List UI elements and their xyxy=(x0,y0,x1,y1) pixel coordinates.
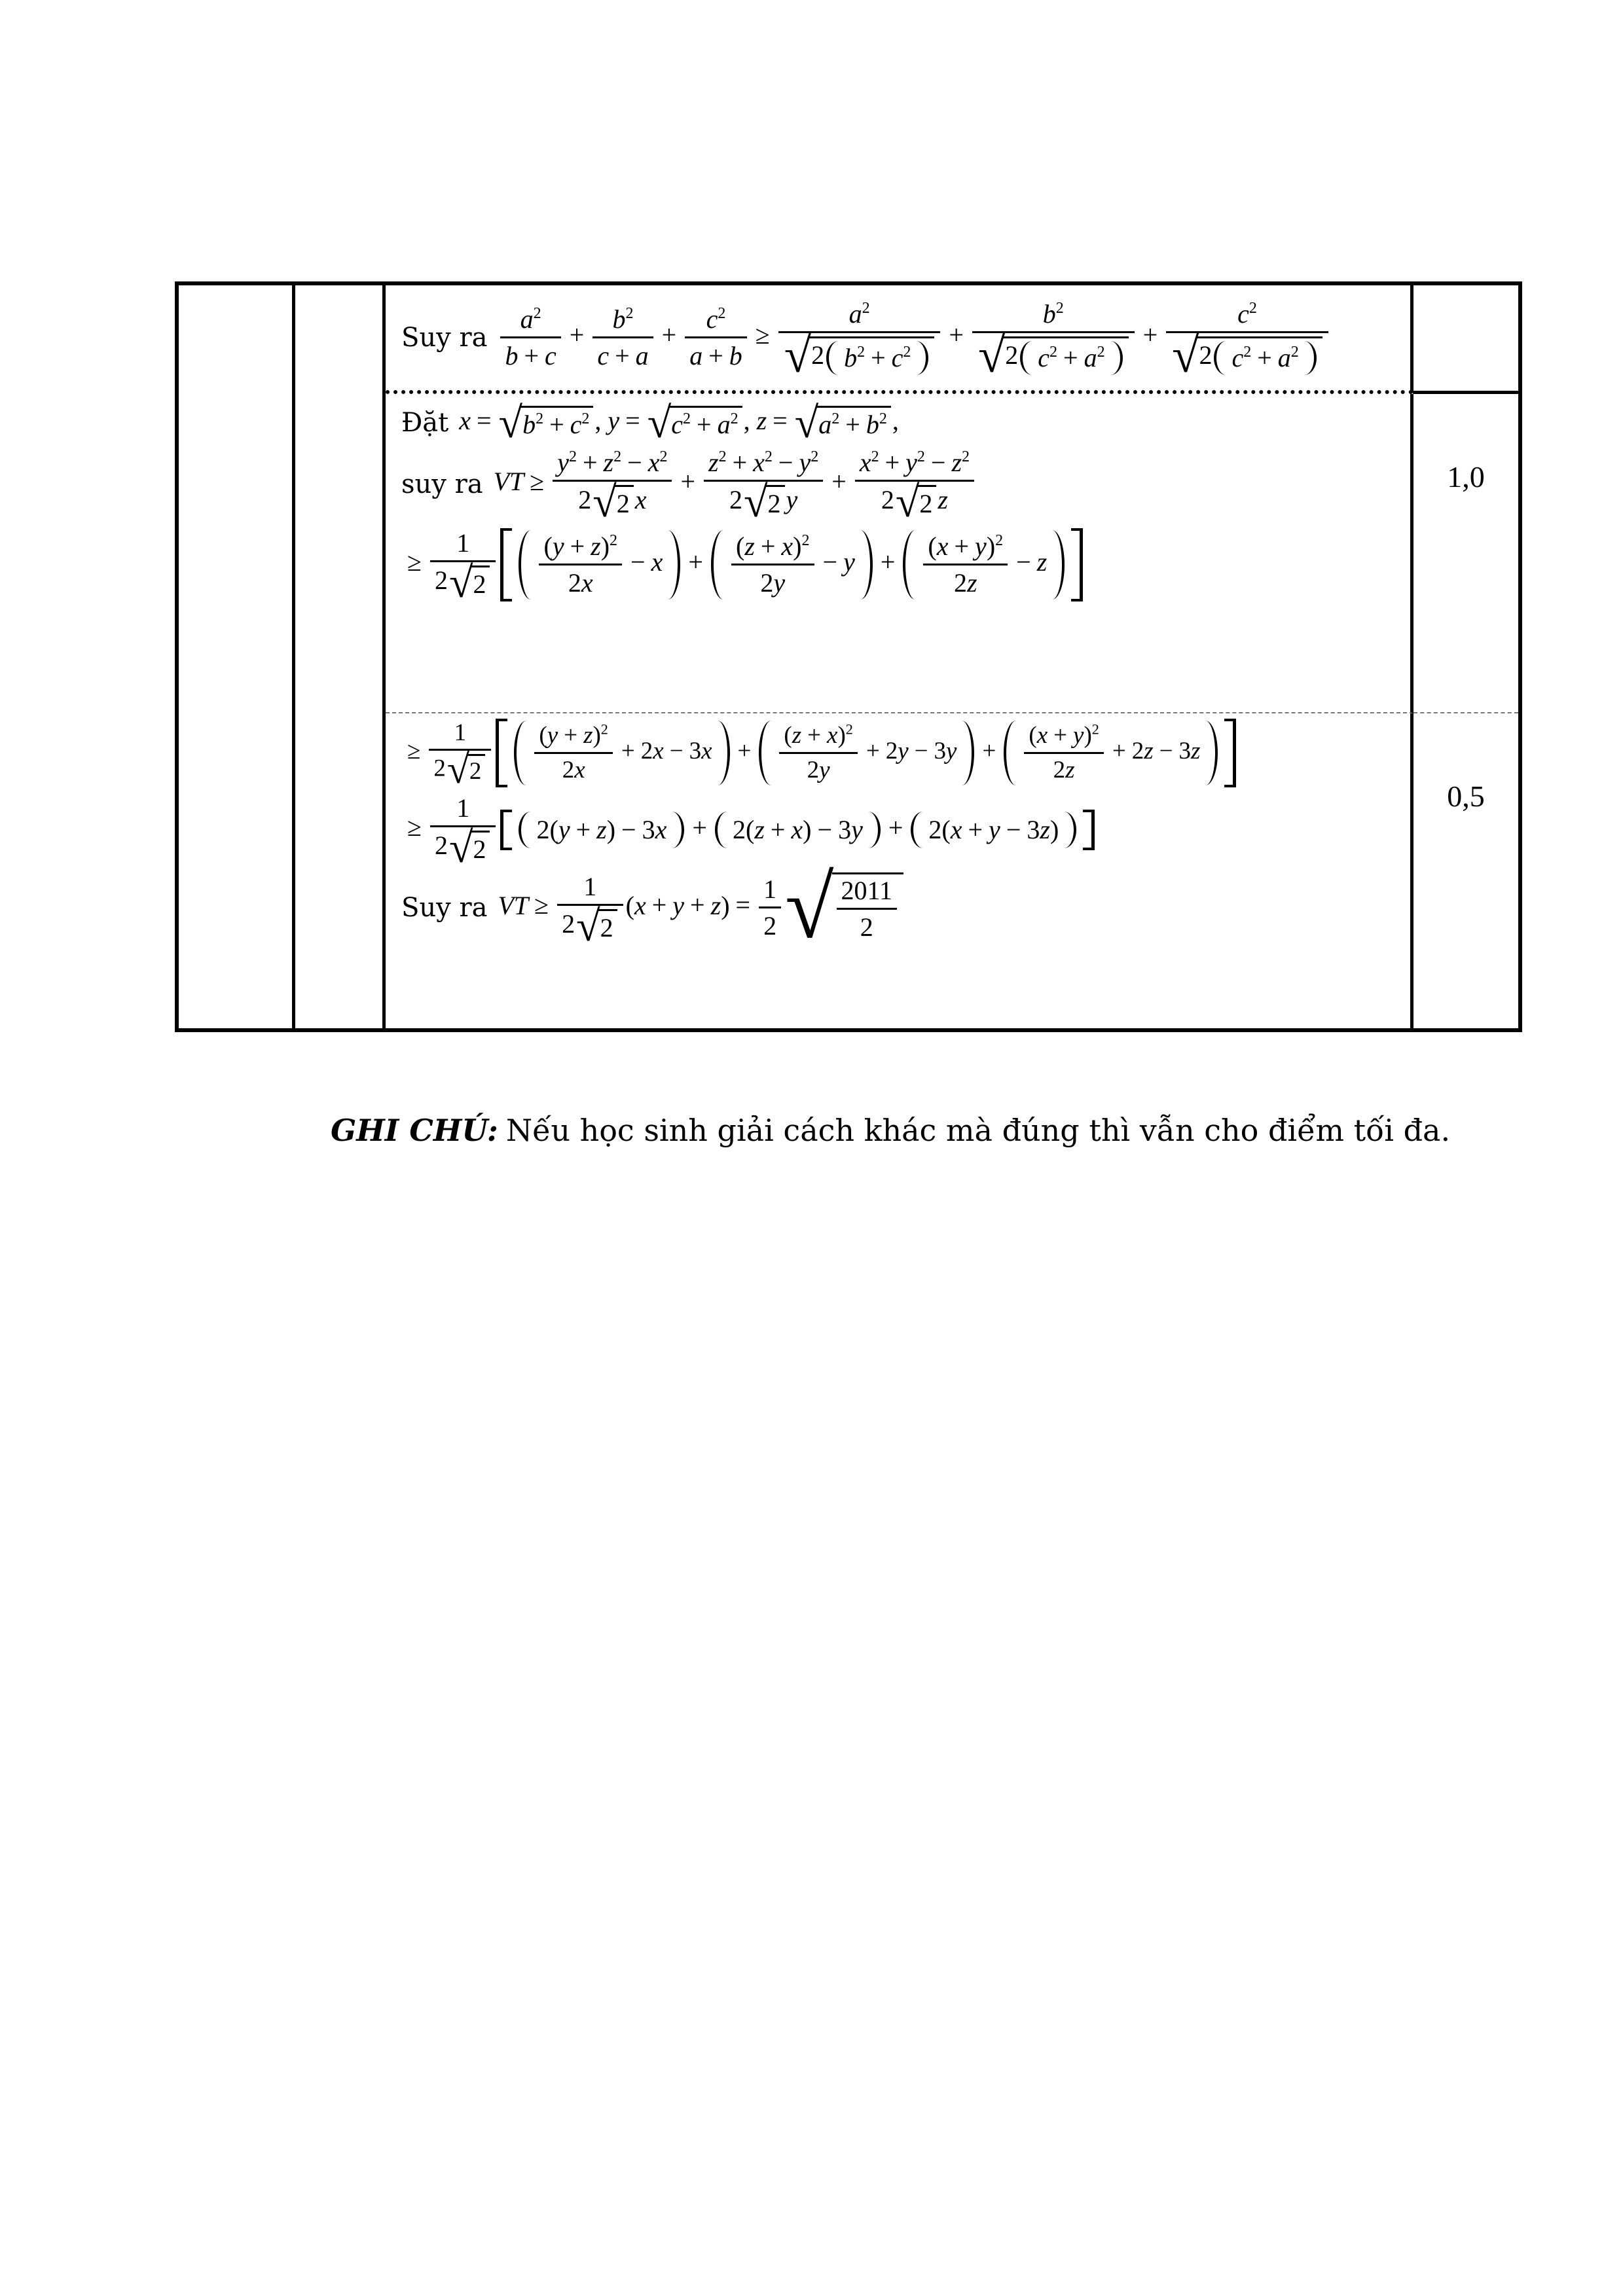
right-paren xyxy=(916,341,928,375)
note-heading: GHI CHÚ: xyxy=(331,1113,498,1148)
math-formula: ≥ 1 2 √ 2 $\frac{(y + z)^2}{2x}$ + 2x − 3x + $\frac{(z + x)^2}{2y}$ + 2y − 3y + $\frac{(x + y)^2}{2z}$ + 2z − 3z xyxy=(401,719,1238,787)
score-cell-step-3 xyxy=(1413,713,1518,1028)
right-paren xyxy=(1064,812,1076,848)
superscript: 2 xyxy=(610,531,618,549)
radical-sign: √ xyxy=(743,478,768,527)
fraction: $b^2$ √ 2 $c^2 + a^2$ xyxy=(972,300,1135,376)
fraction: $\frac{(x + y)^2}{2z}$ xyxy=(1024,723,1104,783)
fraction: $\frac{(z + x)^2}{2y}$ xyxy=(731,532,814,598)
fraction: $\frac{a^2}{b + c}$ xyxy=(500,305,560,370)
square-root: √ 2 xyxy=(896,485,937,520)
fraction: $\frac{2011}{2}$ xyxy=(837,876,898,942)
superscript: 2 xyxy=(600,721,608,738)
superscript: 2 xyxy=(1097,343,1105,361)
right-paren xyxy=(868,812,881,848)
bracketed-group: $\frac{(y + z)^2}{2x}$ − x + $\frac{(z + x)^2}{2y}$ − y + $\frac{(x + y)^2}{2z}$ − z xyxy=(500,528,1083,601)
right-paren xyxy=(860,530,873,600)
radical-sign: √ xyxy=(576,902,600,950)
radical-sign: √ xyxy=(895,478,920,527)
left-bracket xyxy=(496,719,507,787)
parenthesized-group: $\frac{(y + z)^2}{2x}$ − x xyxy=(519,530,680,600)
formula-line xyxy=(401,858,1410,957)
left-paren xyxy=(826,341,839,375)
superscript: 2 xyxy=(857,343,866,361)
radical-sign: √ xyxy=(784,328,812,383)
grading-note xyxy=(331,1113,1450,1148)
square-root xyxy=(785,858,903,957)
formula-line xyxy=(401,793,1410,872)
left-paren xyxy=(514,721,526,785)
radical-sign: √ xyxy=(593,478,617,527)
parenthesized-group: $c^2 + a^2$ xyxy=(1214,341,1316,375)
parenthesized-group: $c^2 + a^2$ xyxy=(1020,341,1122,375)
superscript: 2 xyxy=(831,410,840,428)
parenthesized-group: 2(z + x) − 3y xyxy=(715,812,881,848)
left-paren xyxy=(1020,341,1032,375)
superscript: 2 xyxy=(533,305,541,323)
math-formula: x = √ $b^2 + c^2$ , y = √ $c^2 + a^2$ , z = √ $a^2 + b^2$ , xyxy=(459,399,899,448)
formula-line xyxy=(401,448,1410,527)
radical-sign: √ xyxy=(977,328,1006,383)
right-paren xyxy=(1304,341,1317,375)
superscript: 2 xyxy=(845,721,853,738)
superscript: 2 xyxy=(683,410,691,428)
formula-line xyxy=(401,399,1410,448)
fraction: 1 2 √ 2 xyxy=(429,720,491,787)
superscript: 2 xyxy=(581,410,590,428)
fraction: $y^2 + z^2 - x^2$ 2 √ 2 x xyxy=(553,448,672,520)
square-root: √ 2 xyxy=(593,485,634,520)
left-paren xyxy=(1214,341,1226,375)
solution-step-2-cell xyxy=(386,394,1413,713)
radical-sign: √ xyxy=(498,399,523,448)
superscript: 2 xyxy=(1091,721,1099,738)
superscript: 2 xyxy=(718,305,726,323)
radical-sign: √ xyxy=(448,824,473,872)
fraction: $\frac{(y + z)^2}{2x}$ xyxy=(539,532,622,598)
radical-sign: √ xyxy=(785,858,834,957)
right-paren xyxy=(718,721,730,785)
superscript: 2 xyxy=(917,448,925,466)
bracketed-group: 2(y + z) − 3x + 2(z + x) − 3y + 2(x + y − 3z) xyxy=(500,810,1095,851)
superscript: 2 xyxy=(625,305,634,323)
fraction: $\frac{1}{2}$ xyxy=(759,875,781,941)
step-label: Suy ra xyxy=(401,893,488,924)
right-bracket xyxy=(1224,719,1236,787)
fraction: $z^2 + x^2 - y^2$ 2 √ 2 y xyxy=(704,448,823,520)
fraction: 1 2 √ 2 xyxy=(557,872,623,944)
square-root: √ 2 xyxy=(576,909,617,944)
superscript: 2 xyxy=(1290,343,1299,361)
fraction: $\frac{(x + y)^2}{2z}$ xyxy=(923,532,1008,598)
superscript: 2 xyxy=(1049,343,1058,361)
superscript: 2 xyxy=(1249,300,1257,317)
superscript: 2 xyxy=(659,448,668,466)
square-root: √ 2 xyxy=(744,485,785,520)
formula-line xyxy=(401,719,1410,793)
parenthesized-group: $\frac{(y + z)^2}{2x}$ + 2x − 3x xyxy=(514,721,729,785)
superscript: 2 xyxy=(613,448,622,466)
math-formula: VT ≥ $y^2 + z^2 - x^2$ 2 √ 2 x + $z^2 + x^2 - y^2$ 2 √ 2 y + $x^2 + y^2 - z^2$ 2 √ 2 z xyxy=(494,448,977,520)
fraction: $\frac{b^2}{c + a}$ xyxy=(593,305,653,370)
solution-table xyxy=(175,281,1522,1032)
parenthesized-group: 2(x + y − 3z) xyxy=(911,812,1076,848)
math-formula: $\frac{a^2}{b + c}$ + $\frac{b^2}{c + a}$ + $\frac{c^2}{a + b}$ ≥ $a^2$ √ 2 $b^2 + c^2$ + $b^2$ √ 2 $c^2 + a^2$ + $c^2$ √ 2 $c^2 + a^2$ xyxy=(498,300,1330,376)
radical-sign: √ xyxy=(647,399,672,448)
right-paren xyxy=(672,812,684,848)
parenthesized-group: $\frac{(x + y)^2}{2z}$ + 2z − 3z xyxy=(1004,721,1218,785)
bracketed-group: $\frac{(y + z)^2}{2x}$ + 2x − 3x + $\frac{(z + x)^2}{2y}$ + 2y − 3y + $\frac{(x + y)^2}{2z}$ + 2z − 3z xyxy=(496,719,1236,787)
fraction: $a^2$ √ 2 $b^2 + c^2$ xyxy=(778,300,941,376)
fraction: 1 2 √ 2 xyxy=(430,794,496,865)
superscript: 2 xyxy=(962,448,970,466)
right-paren xyxy=(1205,721,1218,785)
math-formula: ≥ 1 2 √ 2 2(y + z) − 3x + 2(z + x) − 3y + 2(x + y − 3z) xyxy=(401,794,1097,865)
math-formula: VT ≥ 1 2 √ 2 (x + y + z) = $\frac{1}{2}$ √ $\frac{2011}{2}$ xyxy=(498,872,905,944)
superscript: 2 xyxy=(730,410,739,428)
superscript: 2 xyxy=(1243,343,1252,361)
parenthesized-group: 2(y + z) − 3x xyxy=(519,812,684,848)
fraction: 1 2 √ 2 xyxy=(430,529,496,600)
square-root: √ 2 xyxy=(449,565,490,600)
superscript: 2 xyxy=(811,448,819,466)
step-label: Đặt xyxy=(401,407,449,438)
superscript: 2 xyxy=(764,448,773,466)
square-root: √ 2 $c^2 + a^2$ xyxy=(978,336,1129,376)
formula-line xyxy=(401,298,1331,383)
score-value: 0,5 xyxy=(1447,780,1485,813)
parenthesized-group: $\frac{(z + x)^2}{2y}$ + 2y − 3y xyxy=(759,721,974,785)
formula-line xyxy=(401,528,1410,607)
square-root: √ 2 $c^2 + a^2$ xyxy=(1172,336,1322,376)
left-paren xyxy=(1004,721,1016,785)
superscript: 2 xyxy=(871,448,879,466)
right-bracket xyxy=(1083,810,1095,851)
score-value: 1,0 xyxy=(1447,460,1485,493)
left-bracket xyxy=(500,528,512,601)
right-paren xyxy=(668,530,680,600)
left-paren xyxy=(711,530,723,600)
left-paren xyxy=(903,530,915,600)
fraction: $\frac{c^2}{a + b}$ xyxy=(685,305,747,370)
step-label: Suy ra xyxy=(401,323,488,353)
superscript: 2 xyxy=(536,410,544,428)
fraction: $x^2 + y^2 - z^2$ 2 √ 2 z xyxy=(855,448,974,520)
square-root: √ $c^2 + a^2$ xyxy=(647,406,742,440)
left-paren xyxy=(519,530,531,600)
square-root: √ 2 $b^2 + c^2$ xyxy=(784,336,935,376)
square-root: √ 2 xyxy=(447,754,486,787)
fraction: $\frac{(y + z)^2}{2x}$ xyxy=(534,723,612,783)
solution-step-1-cell xyxy=(386,285,1413,394)
right-paren xyxy=(1110,341,1123,375)
right-bracket xyxy=(1071,528,1083,601)
superscript: 2 xyxy=(903,343,911,361)
left-paren xyxy=(715,812,727,848)
parenthesized-group: $\frac{(z + x)^2}{2y}$ − y xyxy=(711,530,873,600)
superscript: 2 xyxy=(879,410,887,428)
sub-part-cell xyxy=(295,285,386,1028)
question-number-cell xyxy=(179,285,295,1028)
right-paren xyxy=(962,721,974,785)
superscript: 2 xyxy=(801,531,810,549)
step-label: suy ra xyxy=(401,469,483,500)
radical-sign: √ xyxy=(1172,328,1199,383)
parenthesized-group: $b^2 + c^2$ xyxy=(826,341,928,375)
note-body: Nếu học sinh giải cách khác mà đúng thì vẫn cho điểm tối đa. xyxy=(505,1113,1451,1148)
left-paren xyxy=(911,812,923,848)
superscript: 2 xyxy=(1055,300,1064,317)
radical-sign: √ xyxy=(448,559,473,607)
math-formula: ≥ 1 2 √ 2 $\frac{(y + z)^2}{2x}$ − x + $\frac{(z + x)^2}{2y}$ − y + $\frac{(x + y)^2}{2z}$ − z xyxy=(401,528,1085,601)
radical-sign: √ xyxy=(794,399,819,448)
square-root: √ $a^2 + b^2$ xyxy=(795,406,891,440)
right-paren xyxy=(1052,530,1065,600)
superscript: 2 xyxy=(995,531,1004,549)
left-paren xyxy=(519,812,531,848)
score-cell-step-2 xyxy=(1413,394,1518,713)
solution-step-3-cell xyxy=(386,713,1413,1028)
superscript: 2 xyxy=(568,448,577,466)
superscript: 2 xyxy=(718,448,727,466)
fraction: $\frac{(z + x)^2}{2y}$ xyxy=(779,723,857,783)
left-paren xyxy=(759,721,771,785)
score-cell-step-1 xyxy=(1413,285,1518,394)
left-bracket xyxy=(500,810,512,851)
square-root: √ 2 xyxy=(449,831,490,865)
radical-sign: √ xyxy=(447,747,469,793)
parenthesized-group: $\frac{(x + y)^2}{2z}$ − z xyxy=(903,530,1065,600)
square-root: √ $b^2 + c^2$ xyxy=(499,406,594,440)
superscript: 2 xyxy=(862,300,870,317)
fraction: $c^2$ √ 2 $c^2 + a^2$ xyxy=(1166,300,1328,376)
